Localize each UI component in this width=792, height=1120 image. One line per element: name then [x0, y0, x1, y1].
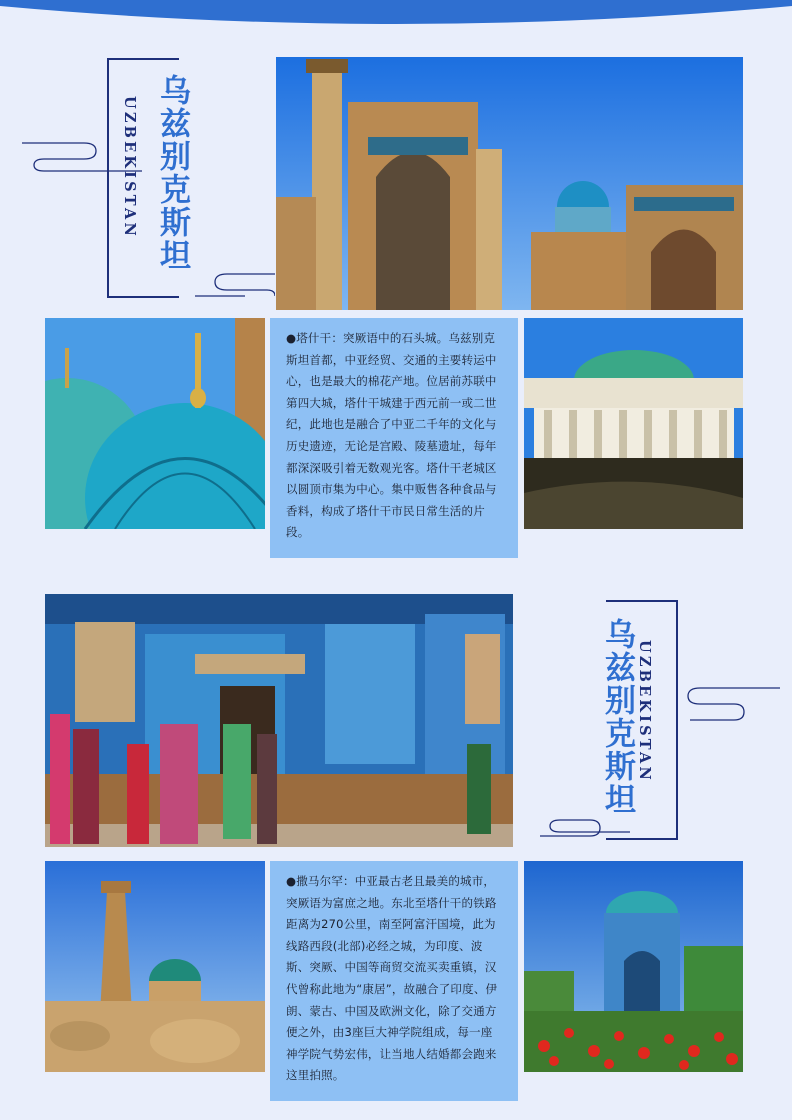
top-arc-icon [0, 0, 792, 34]
turquoise-domes-photo [45, 318, 265, 529]
mausoleum-garden-photo [524, 861, 743, 1072]
wave-line-icon [22, 135, 182, 175]
shah-i-zinda-photo [45, 594, 513, 847]
title-latin-2: UZBEKISTAN [636, 640, 653, 783]
tashkent-text-box: ●塔什干：突厥语中的石头城。乌兹别克斯坦首都，中亚经贸、交通的主要转运中心，也是最大的棉花产地。位居前苏联中第四大城，塔什干城建于西元前一或二世纪，此地也是融合了中亚二千年的文化与历史遗迹，无论是宫殿、陵墓遗址，每年都深深吸引着无数观光客。塔什干老城区以圆顶市集为中心。集中贩售各种食品与香料，构成了塔什干市民日常生活的片段。 [270, 318, 518, 558]
wave-line-icon [195, 270, 275, 300]
registan-photo [276, 57, 743, 310]
samarkand-text-box: ●撒马尔罕：中亚最古老且最美的城市，突厥语为富庶之地。东北至塔什干的铁路距离为270公里，南至阿富汗国境，此为线路西段(北部)必经之城，为印度、波斯、突厥、中国等商贸交流买卖重镇，汉代曾称此地为“康居”，故融合了印度、伊朗、蒙古、中国及欧洲文化，除了交通方便之外，由3座巨大神学院组成，每一座神学院气势宏伟，让当地人结婚都会跑来这里拍照。 [270, 861, 518, 1101]
wave-line-icon [540, 812, 630, 842]
title-latin-1: UZBEKISTAN [121, 96, 138, 239]
title-cn-1: 乌兹别克斯坦 [150, 70, 195, 276]
title-cn-2: 乌兹别克斯坦 [595, 614, 640, 820]
wave-line-icon [670, 684, 780, 724]
museum-dome-photo [524, 318, 743, 529]
khiva-minaret-photo [45, 861, 265, 1072]
